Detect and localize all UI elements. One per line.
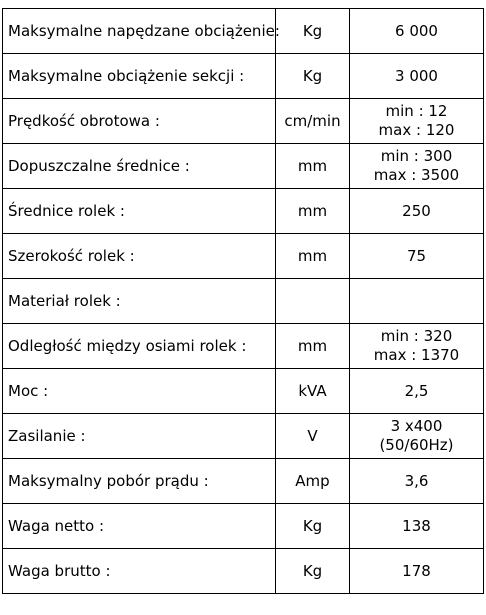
parameter-value xyxy=(350,324,484,369)
table-row xyxy=(3,54,484,99)
parameter-unit: kVA xyxy=(276,369,350,414)
parameter-value-line: 178 xyxy=(402,561,431,580)
parameter-unit: Amp xyxy=(276,459,350,504)
table-row xyxy=(3,549,484,594)
table-row xyxy=(3,99,484,144)
table-row xyxy=(3,324,484,369)
parameter-unit: mm xyxy=(276,234,350,279)
parameter-value-line: 3,6 xyxy=(404,471,429,490)
parameter-value xyxy=(350,54,484,99)
parameter-label: Waga netto : xyxy=(3,504,276,549)
parameter-label: Moc : xyxy=(3,369,276,414)
parameter-value xyxy=(350,144,484,189)
parameter-unit: mm xyxy=(276,189,350,234)
parameter-label: Maksymalne napędzane obciążenie: xyxy=(3,9,276,54)
table-row xyxy=(3,369,484,414)
parameter-label: Maksymalny pobór prądu : xyxy=(3,459,276,504)
table-row xyxy=(3,234,484,279)
specification-table-body xyxy=(3,9,484,594)
parameter-value xyxy=(350,414,484,459)
parameter-value xyxy=(350,9,484,54)
parameter-value-line: (50/60Hz) xyxy=(379,436,454,454)
table-row xyxy=(3,459,484,504)
parameter-unit: Kg xyxy=(276,9,350,54)
parameter-label: Waga brutto : xyxy=(3,549,276,594)
parameter-label: Zasilanie : xyxy=(3,414,276,459)
parameter-value xyxy=(350,234,484,279)
specification-table xyxy=(2,8,484,594)
parameter-value xyxy=(350,549,484,594)
parameter-value xyxy=(350,99,484,144)
parameter-value-line: max : 120 xyxy=(378,121,455,139)
parameter-label: Średnice rolek : xyxy=(3,189,276,234)
parameter-value xyxy=(350,459,484,504)
parameter-unit: cm/min xyxy=(276,99,350,144)
table-row xyxy=(3,504,484,549)
parameter-label: Odległość między osiami rolek : xyxy=(3,324,276,369)
parameter-unit: Kg xyxy=(276,549,350,594)
table-row xyxy=(3,189,484,234)
parameter-unit: mm xyxy=(276,324,350,369)
parameter-value-line: min : 300 xyxy=(380,147,453,165)
parameter-value-line: min : 320 xyxy=(380,327,453,345)
parameter-value-line: 75 xyxy=(406,246,427,265)
parameter-unit xyxy=(276,279,350,324)
parameter-value xyxy=(350,279,484,324)
parameter-value xyxy=(350,369,484,414)
parameter-value-line: 138 xyxy=(402,516,431,535)
parameter-unit: Kg xyxy=(276,504,350,549)
parameter-value xyxy=(350,504,484,549)
parameter-value-line: 6 000 xyxy=(395,21,438,40)
parameter-value-line: max : 3500 xyxy=(373,166,460,184)
table-row xyxy=(3,279,484,324)
table-row xyxy=(3,414,484,459)
parameter-unit: Kg xyxy=(276,54,350,99)
parameter-label: Maksymalne obciążenie sekcji : xyxy=(3,54,276,99)
parameter-value-line: 250 xyxy=(402,201,431,220)
parameter-unit: mm xyxy=(276,144,350,189)
parameter-value-line: 2,5 xyxy=(404,381,429,400)
parameter-value-line: 3 x400 xyxy=(390,417,443,435)
parameter-label: Szerokość rolek : xyxy=(3,234,276,279)
table-row xyxy=(3,144,484,189)
parameter-value xyxy=(350,189,484,234)
parameter-label: Prędkość obrotowa : xyxy=(3,99,276,144)
parameter-value-line: min : 12 xyxy=(385,102,448,120)
parameter-label: Materiał rolek : xyxy=(3,279,276,324)
parameter-unit: V xyxy=(276,414,350,459)
parameter-value-line: 3 000 xyxy=(395,66,438,85)
parameter-label: Dopuszczalne średnice : xyxy=(3,144,276,189)
table-row xyxy=(3,9,484,54)
parameter-value-line: max : 1370 xyxy=(373,346,460,364)
